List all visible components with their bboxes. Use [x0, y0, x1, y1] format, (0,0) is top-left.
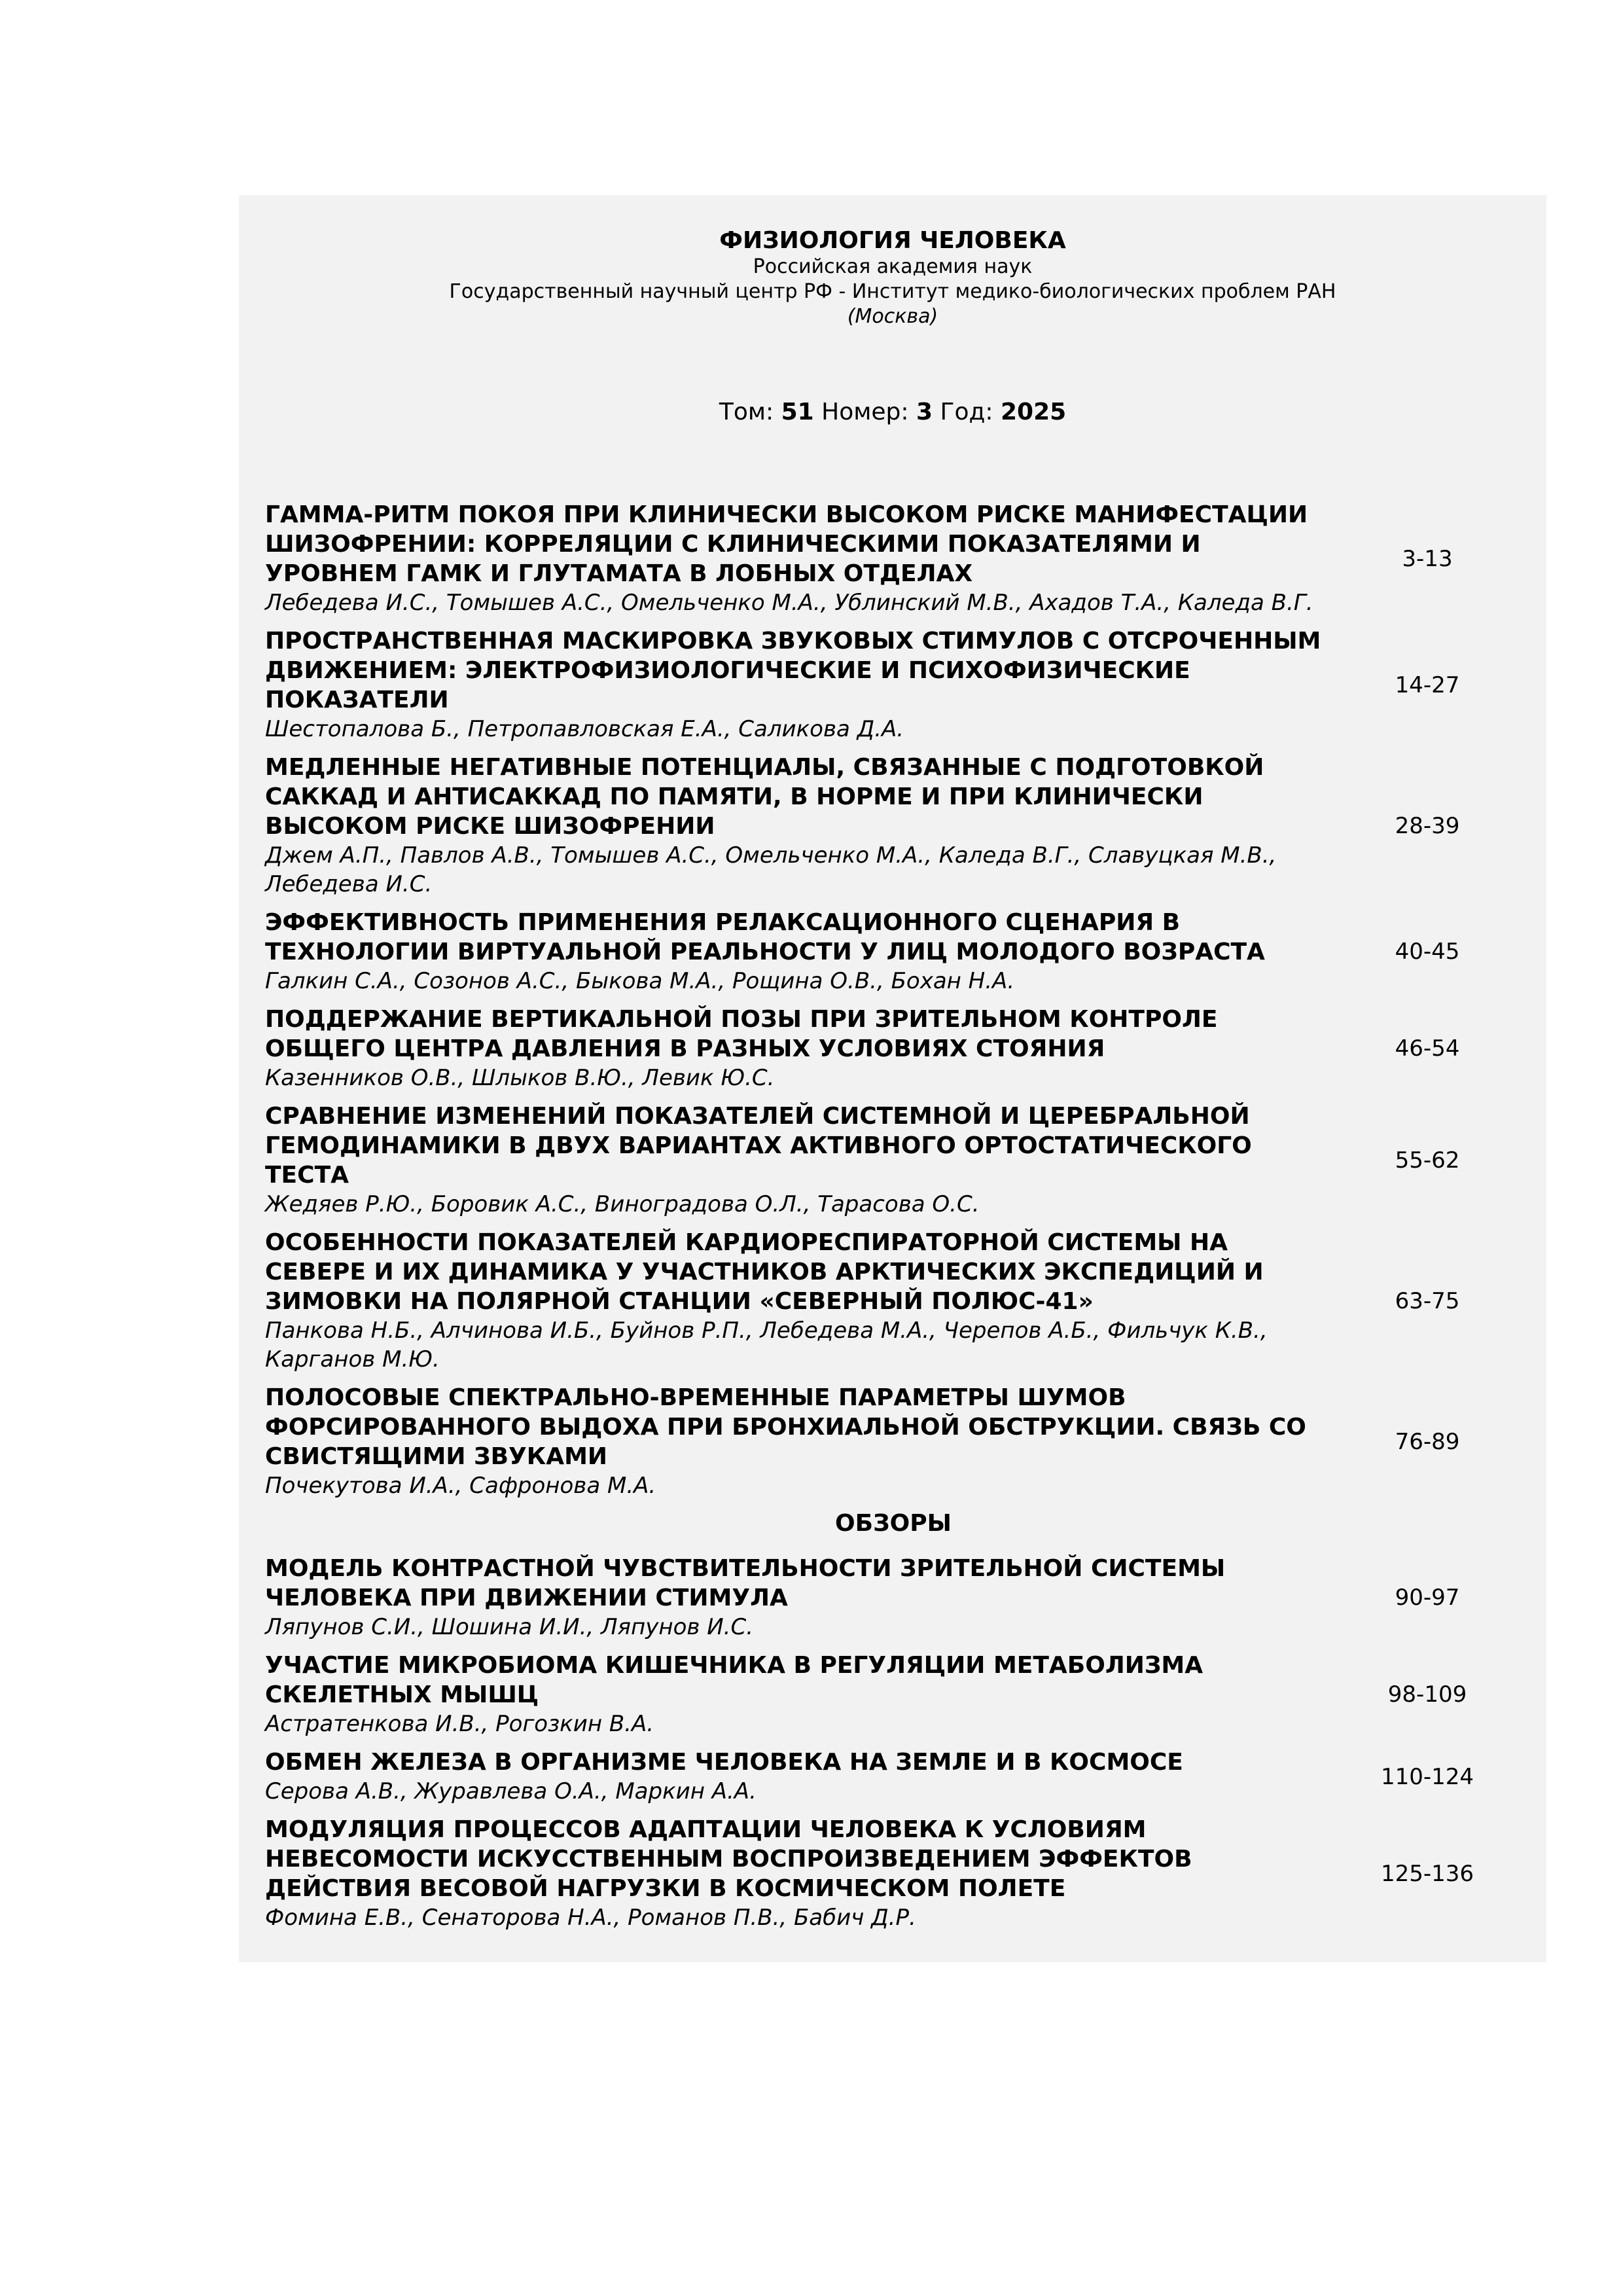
article-title-link[interactable]: СРАВНЕНИЕ ИЗМЕНЕНИЙ ПОКАЗАТЕЛЕЙ СИСТЕМНОЙ И ЦЕРЕБРАЛЬНОЙ ГЕМОДИНАМИКИ В ДВУХ ВАРИАНТАХ АКТИВНОГО ОРТОСТАТИЧЕСКОГО ТЕСТА	[265, 1103, 1252, 1189]
table-of-contents	[265, 500, 1522, 1941]
article-authors: Серова А.В., Журавлева О.А., Маркин А.А.	[265, 1778, 757, 1804]
toc-entry	[265, 908, 1522, 996]
article-authors: Почекутова И.А., Сафронова М.А.	[265, 1473, 656, 1499]
article-pages: 110-124	[1380, 1763, 1474, 1790]
journal-publisher: Российская академия наук	[753, 255, 1033, 278]
article-authors: Джем А.П., Павлов А.В., Томышев А.С., Омельченко М.А., Каледа В.Г., Славуцкая М.В., Лебедева И.С.	[265, 842, 1277, 897]
toc-entry	[265, 626, 1522, 744]
article-pages: 55-62	[1395, 1147, 1460, 1174]
article-pages: 3-13	[1402, 545, 1453, 572]
section-heading-reviews: ОБЗОРЫ	[835, 1510, 952, 1537]
article-authors: Лебедева И.С., Томышев А.С., Омельченко М.А., Ублинский М.В., Ахадов Т.А., Каледа В.Г.	[265, 590, 1313, 616]
article-authors: Казенников О.В., Шлыков В.Ю., Левик Ю.С.	[265, 1065, 775, 1091]
toc-entry	[265, 500, 1522, 617]
article-authors: Жедяев Р.Ю., Боровик А.С., Виноградова О.Л., Тарасова О.С.	[265, 1191, 980, 1217]
article-pages: 46-54	[1395, 1035, 1460, 1062]
article-pages: 76-89	[1395, 1428, 1460, 1455]
article-authors: Шестопалова Б., Петропавловская Е.А., Саликова Д.А.	[265, 716, 904, 742]
issue-info	[239, 398, 1546, 427]
toc-entry	[265, 1005, 1522, 1092]
article-title-link[interactable]: МЕДЛЕННЫЕ НЕГАТИВНЫЕ ПОТЕНЦИАЛЫ, СВЯЗАННЫЕ С ПОДГОТОВКОЙ САККАД И АНТИСАККАД ПО ПАМЯТИ, В НОРМЕ И ПРИ КЛИНИЧЕСКИ ВЫСОКОМ РИСКЕ ШИЗОФРЕНИИ	[265, 754, 1264, 840]
article-pages: 90-97	[1395, 1585, 1460, 1611]
toc-entry	[265, 753, 1522, 899]
article-authors: Панкова Н.Б., Алчинова И.Б., Буйнов Р.П., Лебедева М.А., Черепов А.Б., Фильчук К.В., Карганов М.Ю.	[265, 1318, 1268, 1372]
article-title-link[interactable]: ГАММА-РИТМ ПОКОЯ ПРИ КЛИНИЧЕСКИ ВЫСОКОМ РИСКЕ МАНИФЕСТАЦИИ ШИЗОФРЕНИИ: КОРРЕЛЯЦИИ С КЛИНИЧЕСКИМИ ПОКАЗАТЕЛЯМИ И УРОВНЕМ ГАМК И ГЛУТАМАТА В ЛОБНЫХ ОТДЕЛАХ	[265, 501, 1308, 587]
article-title-link[interactable]: ОСОБЕННОСТИ ПОКАЗАТЕЛЕЙ КАРДИОРЕСПИРАТОРНОЙ СИСТЕМЫ НА СЕВЕРЕ И ИХ ДИНАМИКА У УЧАСТНИКОВ АРКТИЧЕСКИХ ЭКСПЕДИЦИЙ И ЗИМОВКИ НА ПОЛЯРНОЙ СТАНЦИИ «СЕВЕРНЫЙ ПОЛЮС-41»	[265, 1229, 1264, 1315]
journal-institute: Государственный научный центр РФ - Институт медико-биологических проблем РАН	[449, 280, 1336, 303]
year-label: Год:	[940, 399, 993, 425]
article-authors: Фомина Е.В., Сенаторова Н.А., Романов П.В., Бабич Д.Р.	[265, 1905, 916, 1931]
toc-entry	[265, 1815, 1522, 1932]
toc-entry	[265, 1554, 1522, 1641]
article-title-link[interactable]: ПОЛОСОВЫЕ СПЕКТРАЛЬНО-ВРЕМЕННЫЕ ПАРАМЕТРЫ ШУМОВ ФОРСИРОВАННОГО ВЫДОХА ПРИ БРОНХИАЛЬНОЙ ОБСТРУКЦИИ. СВЯЗЬ СО СВИСТЯЩИМИ ЗВУКАМИ	[265, 1384, 1306, 1470]
article-authors: Галкин С.А., Созонов А.С., Быкова М.А., Рощина О.В., Бохан Н.А.	[265, 968, 1015, 994]
article-title-link[interactable]: МОДЕЛЬ КОНТРАСТНОЙ ЧУВСТВИТЕЛЬНОСТИ ЗРИТЕЛЬНОЙ СИСТЕМЫ ЧЕЛОВЕКА ПРИ ДВИЖЕНИИ СТИМУЛА	[265, 1555, 1226, 1611]
article-authors: Астратенкова И.В., Рогозкин В.А.	[265, 1711, 654, 1737]
article-title-link[interactable]: ОБМЕН ЖЕЛЕЗА В ОРГАНИЗМЕ ЧЕЛОВЕКА НА ЗЕМЛЕ И В КОСМОСЕ	[265, 1749, 1183, 1776]
article-authors: Ляпунов С.И., Шошина И.И., Ляпунов И.С.	[265, 1614, 754, 1640]
article-title-link[interactable]: ЭФФЕКТИВНОСТЬ ПРИМЕНЕНИЯ РЕЛАКСАЦИОННОГО СЦЕНАРИЯ В ТЕХНОЛОГИИ ВИРТУАЛЬНОЙ РЕАЛЬНОСТИ У ЛИЦ МОЛОДОГО ВОЗРАСТА	[265, 909, 1265, 965]
article-pages: 125-136	[1380, 1860, 1474, 1887]
article-pages: 28-39	[1395, 812, 1460, 839]
toc-entry	[265, 1651, 1522, 1738]
article-title-link[interactable]: ПОДДЕРЖАНИЕ ВЕРТИКАЛЬНОЙ ПОЗЫ ПРИ ЗРИТЕЛЬНОМ КОНТРОЛЕ ОБЩЕГО ЦЕНТРА ДАВЛЕНИЯ В РАЗНЫХ УСЛОВИЯХ СТОЯНИЯ	[265, 1006, 1218, 1062]
article-pages: 98-109	[1387, 1681, 1467, 1708]
article-pages: 14-27	[1395, 672, 1460, 698]
journal-city: (Москва)	[847, 305, 938, 328]
toc-entry	[265, 1102, 1522, 1219]
article-title-link[interactable]: МОДУЛЯЦИЯ ПРОЦЕССОВ АДАПТАЦИИ ЧЕЛОВЕКА К УСЛОВИЯМ НЕВЕСОМОСТИ ИСКУССТВЕННЫМ ВОСПРОИЗВЕДЕНИЕМ ЭФФЕКТОВ ДЕЙСТВИЯ ВЕСОВОЙ НАГРУЗКИ В КОСМИЧЕСКОМ ПОЛЕТЕ	[265, 1816, 1192, 1902]
toc-entry	[265, 1748, 1522, 1806]
article-title-link[interactable]: УЧАСТИЕ МИКРОБИОМА КИШЕЧНИКА В РЕГУЛЯЦИИ МЕТАБОЛИЗМА СКЕЛЕТНЫХ МЫШЦ	[265, 1652, 1204, 1708]
toc-entry	[265, 1228, 1522, 1374]
number-label: Номер:	[821, 399, 909, 425]
article-title-link[interactable]: ПРОСТРАНСТВЕННАЯ МАСКИРОВКА ЗВУКОВЫХ СТИМУЛОВ С ОТСРОЧЕННЫМ ДВИЖЕНИЕМ: ЭЛЕКТРОФИЗИОЛОГИЧЕСКИЕ И ПСИХОФИЗИЧЕСКИЕ ПОКАЗАТЕЛИ	[265, 628, 1321, 713]
article-pages: 40-45	[1395, 939, 1460, 965]
number-value: 3	[916, 399, 933, 425]
toc-entry	[265, 1383, 1522, 1500]
journal-title: ФИЗИОЛОГИЯ ЧЕЛОВЕКА	[719, 227, 1066, 254]
toc-panel	[239, 195, 1546, 1962]
volume-value: 51	[781, 399, 814, 425]
article-pages: 63-75	[1395, 1287, 1460, 1314]
year-value: 2025	[1000, 399, 1067, 425]
volume-label: Том:	[719, 399, 774, 425]
